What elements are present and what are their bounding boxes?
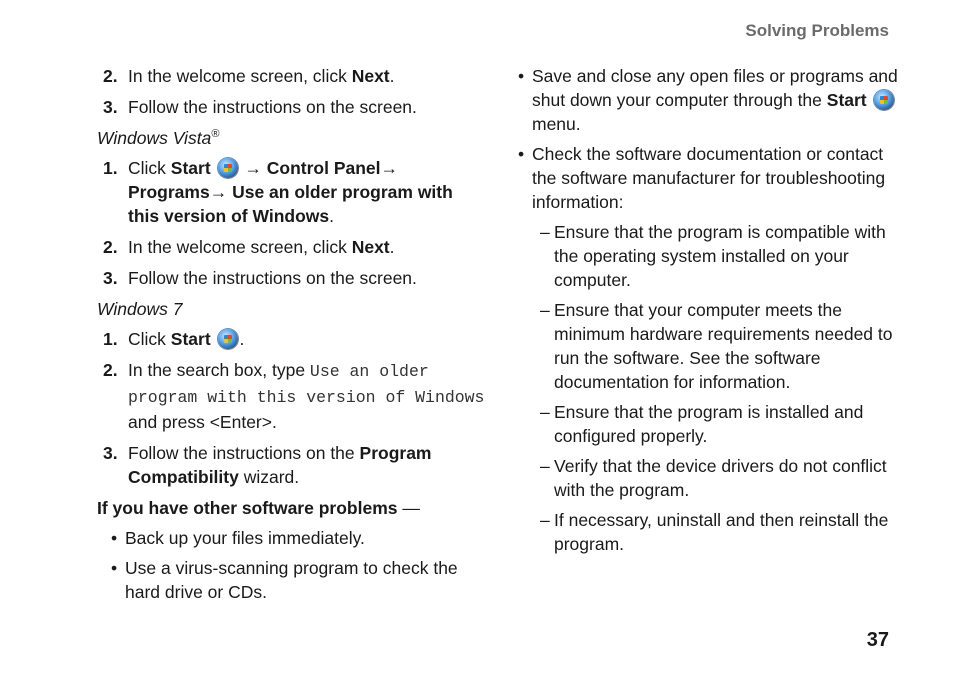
step-item: [103, 327, 487, 351]
step-item: [103, 235, 487, 259]
sub-item-text: Ensure that the program is installed and configured properly.: [554, 402, 864, 446]
punct: .: [389, 66, 395, 86]
list-item: [111, 526, 487, 550]
step-item: [103, 156, 487, 228]
step-number: 1.: [103, 329, 118, 349]
sub-list-item: [540, 298, 898, 394]
punct: .: [389, 237, 395, 257]
dash: –: [540, 402, 550, 422]
step-item: [103, 441, 487, 489]
arrow: →: [209, 182, 233, 202]
arrow: →: [380, 158, 399, 178]
next-term: Next: [351, 66, 390, 86]
start-term: Start: [170, 158, 211, 178]
step-text: Follow the instructions on the screen.: [128, 268, 417, 288]
step-text: In the welcome screen, click: [128, 66, 352, 86]
step-text: Follow the instructions on the: [128, 443, 360, 463]
bullet-text: Back up your files immediately.: [125, 528, 365, 548]
section-title: Solving Problems: [745, 21, 889, 40]
step-number: 2.: [103, 66, 118, 86]
punct: .: [239, 329, 245, 349]
list-item: [111, 556, 487, 604]
bullet: •: [111, 558, 118, 578]
start-term: Start: [826, 90, 867, 110]
bullet: •: [518, 66, 525, 86]
step-item: [103, 95, 487, 119]
list-item: [518, 142, 898, 214]
right-column: [518, 64, 898, 562]
bullet: •: [518, 144, 525, 164]
program-compatibility-term: Program Compatibility: [128, 443, 432, 487]
dash: –: [540, 510, 550, 530]
step-text: Follow the instructions on the screen.: [128, 97, 417, 117]
windows-start-orb-icon: [874, 90, 894, 110]
sub-list-item: [540, 220, 898, 292]
sub-item-text: Verify that the device drivers do not conflict with the program.: [554, 456, 887, 500]
bullet-text: Save and close any open files or programs and shut down your computer through the: [532, 66, 898, 110]
step-text: wizard.: [238, 467, 300, 487]
dash: –: [540, 300, 550, 320]
windows-7-heading: Windows 7: [97, 299, 183, 319]
other-problems-heading: [97, 496, 487, 520]
bullet-text: menu.: [532, 114, 581, 134]
page-number: 37: [866, 629, 889, 651]
search-phrase: Use an older program with this version of Windows: [128, 362, 485, 407]
step-text: In the search box, type: [128, 360, 310, 380]
left-column: [97, 64, 487, 610]
windows-start-orb-icon: [218, 329, 238, 349]
step-text: In the welcome screen, click: [128, 237, 352, 257]
vista-label: Windows Vista: [97, 128, 212, 148]
windows-vista-heading: [97, 126, 487, 150]
step-item: [103, 64, 487, 88]
sub-item-text: Ensure that the program is compatible with the operating system installed on your computer.: [554, 222, 886, 290]
registered-mark: ®: [211, 128, 220, 141]
start-term: Start: [170, 329, 211, 349]
control-panel-term: Control Panel: [266, 158, 381, 178]
sub-list-item: [540, 508, 898, 556]
arrow: →: [239, 158, 267, 178]
em-dash: —: [397, 498, 420, 518]
use-older-program-term: Use an older program with this version of Windows: [128, 182, 453, 226]
step-text: Click: [128, 158, 171, 178]
bullet-text: Check the software documentation or contact the software manufacturer for troubleshooting information:: [532, 144, 886, 212]
step-text: and press <Enter>.: [128, 412, 277, 432]
punct: .: [329, 206, 334, 226]
list-item: [518, 64, 898, 136]
step-number: 1.: [103, 158, 118, 178]
step-item: [103, 358, 487, 434]
dash: –: [540, 222, 550, 242]
next-term: Next: [351, 237, 390, 257]
bullet: •: [111, 528, 118, 548]
sub-list-item: [540, 454, 898, 502]
step-number: 2.: [103, 360, 118, 380]
sub-item-text: If necessary, uninstall and then reinstall the program.: [554, 510, 889, 554]
step-number: 3.: [103, 97, 118, 117]
step-number: 3.: [103, 443, 118, 463]
programs-term: Programs: [128, 182, 210, 202]
step-text: Click: [128, 329, 171, 349]
bullet-text: Use a virus-scanning program to check the hard drive or CDs.: [125, 558, 458, 602]
dash: –: [540, 456, 550, 476]
sub-item-text: Ensure that your computer meets the minimum hardware requirements needed to run the software. See the software documentation for information.: [554, 300, 893, 392]
step-number: 3.: [103, 268, 118, 288]
heading-text: If you have other software problems: [97, 498, 398, 518]
step-item: [103, 266, 487, 290]
windows-start-orb-icon: [218, 158, 238, 178]
step-number: 2.: [103, 237, 118, 257]
sub-list-item: [540, 400, 898, 448]
